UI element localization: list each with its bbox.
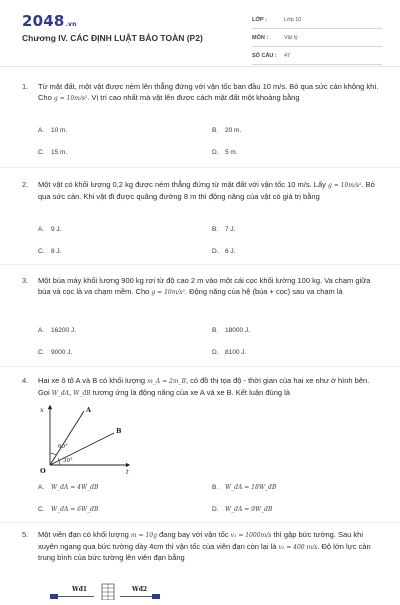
bullet-before bbox=[50, 594, 58, 599]
question-1 bbox=[22, 82, 382, 156]
chapter-title: Chương IV. CÁC ĐỊNH LUẬT BẢO TOÀN (P2) bbox=[22, 33, 203, 43]
t-axis-label: t bbox=[126, 468, 129, 475]
angle-arc-a bbox=[50, 453, 56, 455]
option-a[interactable]: A. 10 m. bbox=[38, 127, 68, 134]
line-b-label: B bbox=[116, 427, 122, 435]
question-text: Từ mặt đất, một vật được ném lên thẳng đứng với vận tốc ban đầu 10 m/s. Bỏ qua sức cản không khí. Cho g = 10m/s². Vị trí cao nhất mà vật lên được cách mặt đất một khoảng bằng bbox=[38, 82, 379, 102]
option-d[interactable]: D. 8100 J. bbox=[212, 349, 247, 356]
question-number: 5. bbox=[22, 530, 29, 539]
position-time-graph bbox=[36, 403, 136, 475]
origin-label: O bbox=[40, 467, 46, 475]
bullet-wall-svg bbox=[36, 582, 196, 600]
question-number: 2. bbox=[22, 180, 29, 189]
meta-class: LỚP : Lớp 10 bbox=[252, 13, 382, 29]
option-b[interactable]: B. 20 m. bbox=[212, 127, 242, 134]
option-b[interactable]: B. 18000 J. bbox=[212, 327, 250, 334]
question-divider bbox=[0, 167, 400, 168]
angle-arc-b bbox=[58, 458, 59, 465]
meta-question-count: SỐ CÂU : 47 bbox=[252, 49, 382, 65]
option-c[interactable]: C. W_đA = 6W_đB bbox=[38, 506, 99, 513]
option-b[interactable]: B. W_đA = 18W_đB bbox=[212, 484, 277, 491]
question-divider bbox=[0, 522, 400, 523]
x-axis-label: x bbox=[40, 406, 44, 414]
question-text: Một viên đạn có khối lượng m = 10g đang bay với vận tốc v₁ = 1000m/s thì gặp bức tường. Sau khi xuyên ngang qua bức tường dày 4cm thì vận tốc của viên đạn còn lại là v₂ = 400 m/s. Độ lớn lực cản trung bình của bức tường lên viên đạn bằng bbox=[38, 530, 371, 562]
line-a-label: A bbox=[86, 406, 92, 414]
question-number: 3. bbox=[22, 276, 29, 285]
question-divider bbox=[0, 264, 400, 265]
option-c[interactable]: C. 9000 J. bbox=[38, 349, 73, 356]
option-c[interactable]: C. 8 J. bbox=[38, 248, 62, 255]
bullet-wall-figure bbox=[36, 582, 196, 600]
question-text: Một vật có khối lượng 0,2 kg được ném thẳng đứng từ mặt đất với vận tốc 10 m/s. Lấy g = 10m/s². Bỏ qua sức cản. Khi vật đi được quãng đường 8 m thì động năng của vật có giá trị bằng bbox=[38, 180, 375, 201]
site-logo[interactable]: 2048.vn bbox=[22, 12, 77, 30]
question-text: Một búa máy khối lượng 900 kg rơi từ độ cao 2 m vào một cái cọc khối lường 100 kg. Va chạm giữa búa và cọc là va chạm mềm. Cho g = 10m/s². Động năng của hệ (búa + cọc) sau va chạm là bbox=[38, 276, 371, 296]
option-d[interactable]: D. W_đA = 9W_đB bbox=[212, 506, 273, 513]
bullet-after bbox=[152, 594, 160, 599]
worksheet-header bbox=[0, 0, 400, 64]
question-3 bbox=[22, 276, 382, 366]
option-a[interactable]: A. 9 J. bbox=[38, 226, 62, 233]
option-d[interactable]: D. 5 m. bbox=[212, 149, 238, 156]
option-c[interactable]: C. 15 m. bbox=[38, 149, 68, 156]
header-divider bbox=[0, 66, 400, 67]
angle-b-label: 30° bbox=[63, 458, 73, 464]
graph-svg bbox=[36, 403, 136, 475]
question-5 bbox=[22, 530, 382, 590]
worksheet-meta bbox=[252, 13, 382, 67]
option-a[interactable]: A. 16200 J. bbox=[38, 327, 76, 334]
energy-label-1: Wđ1 bbox=[72, 586, 88, 593]
option-d[interactable]: D. 6 J. bbox=[212, 248, 236, 255]
question-number: 4. bbox=[22, 376, 29, 385]
angle-a-label: 60° bbox=[58, 444, 68, 450]
question-2 bbox=[22, 180, 382, 270]
question-divider bbox=[0, 366, 400, 367]
option-a[interactable]: A. W_đA = 4W_đB bbox=[38, 484, 99, 491]
option-b[interactable]: B. 7 J. bbox=[212, 226, 236, 233]
meta-subject: MÔN : Vật lý bbox=[252, 31, 382, 47]
question-text: Hai xe ô tô A và B có khối lượng m_A = 2m_B, có đồ thị tọa độ - thời gian của hai xe như ở hình bên. Gọi W_đA, W_đB tương ứng là động năng của xe A và xe B. Kết luận đúng là bbox=[38, 376, 370, 397]
energy-label-2: Wđ2 bbox=[132, 586, 148, 593]
question-number: 1. bbox=[22, 82, 29, 91]
